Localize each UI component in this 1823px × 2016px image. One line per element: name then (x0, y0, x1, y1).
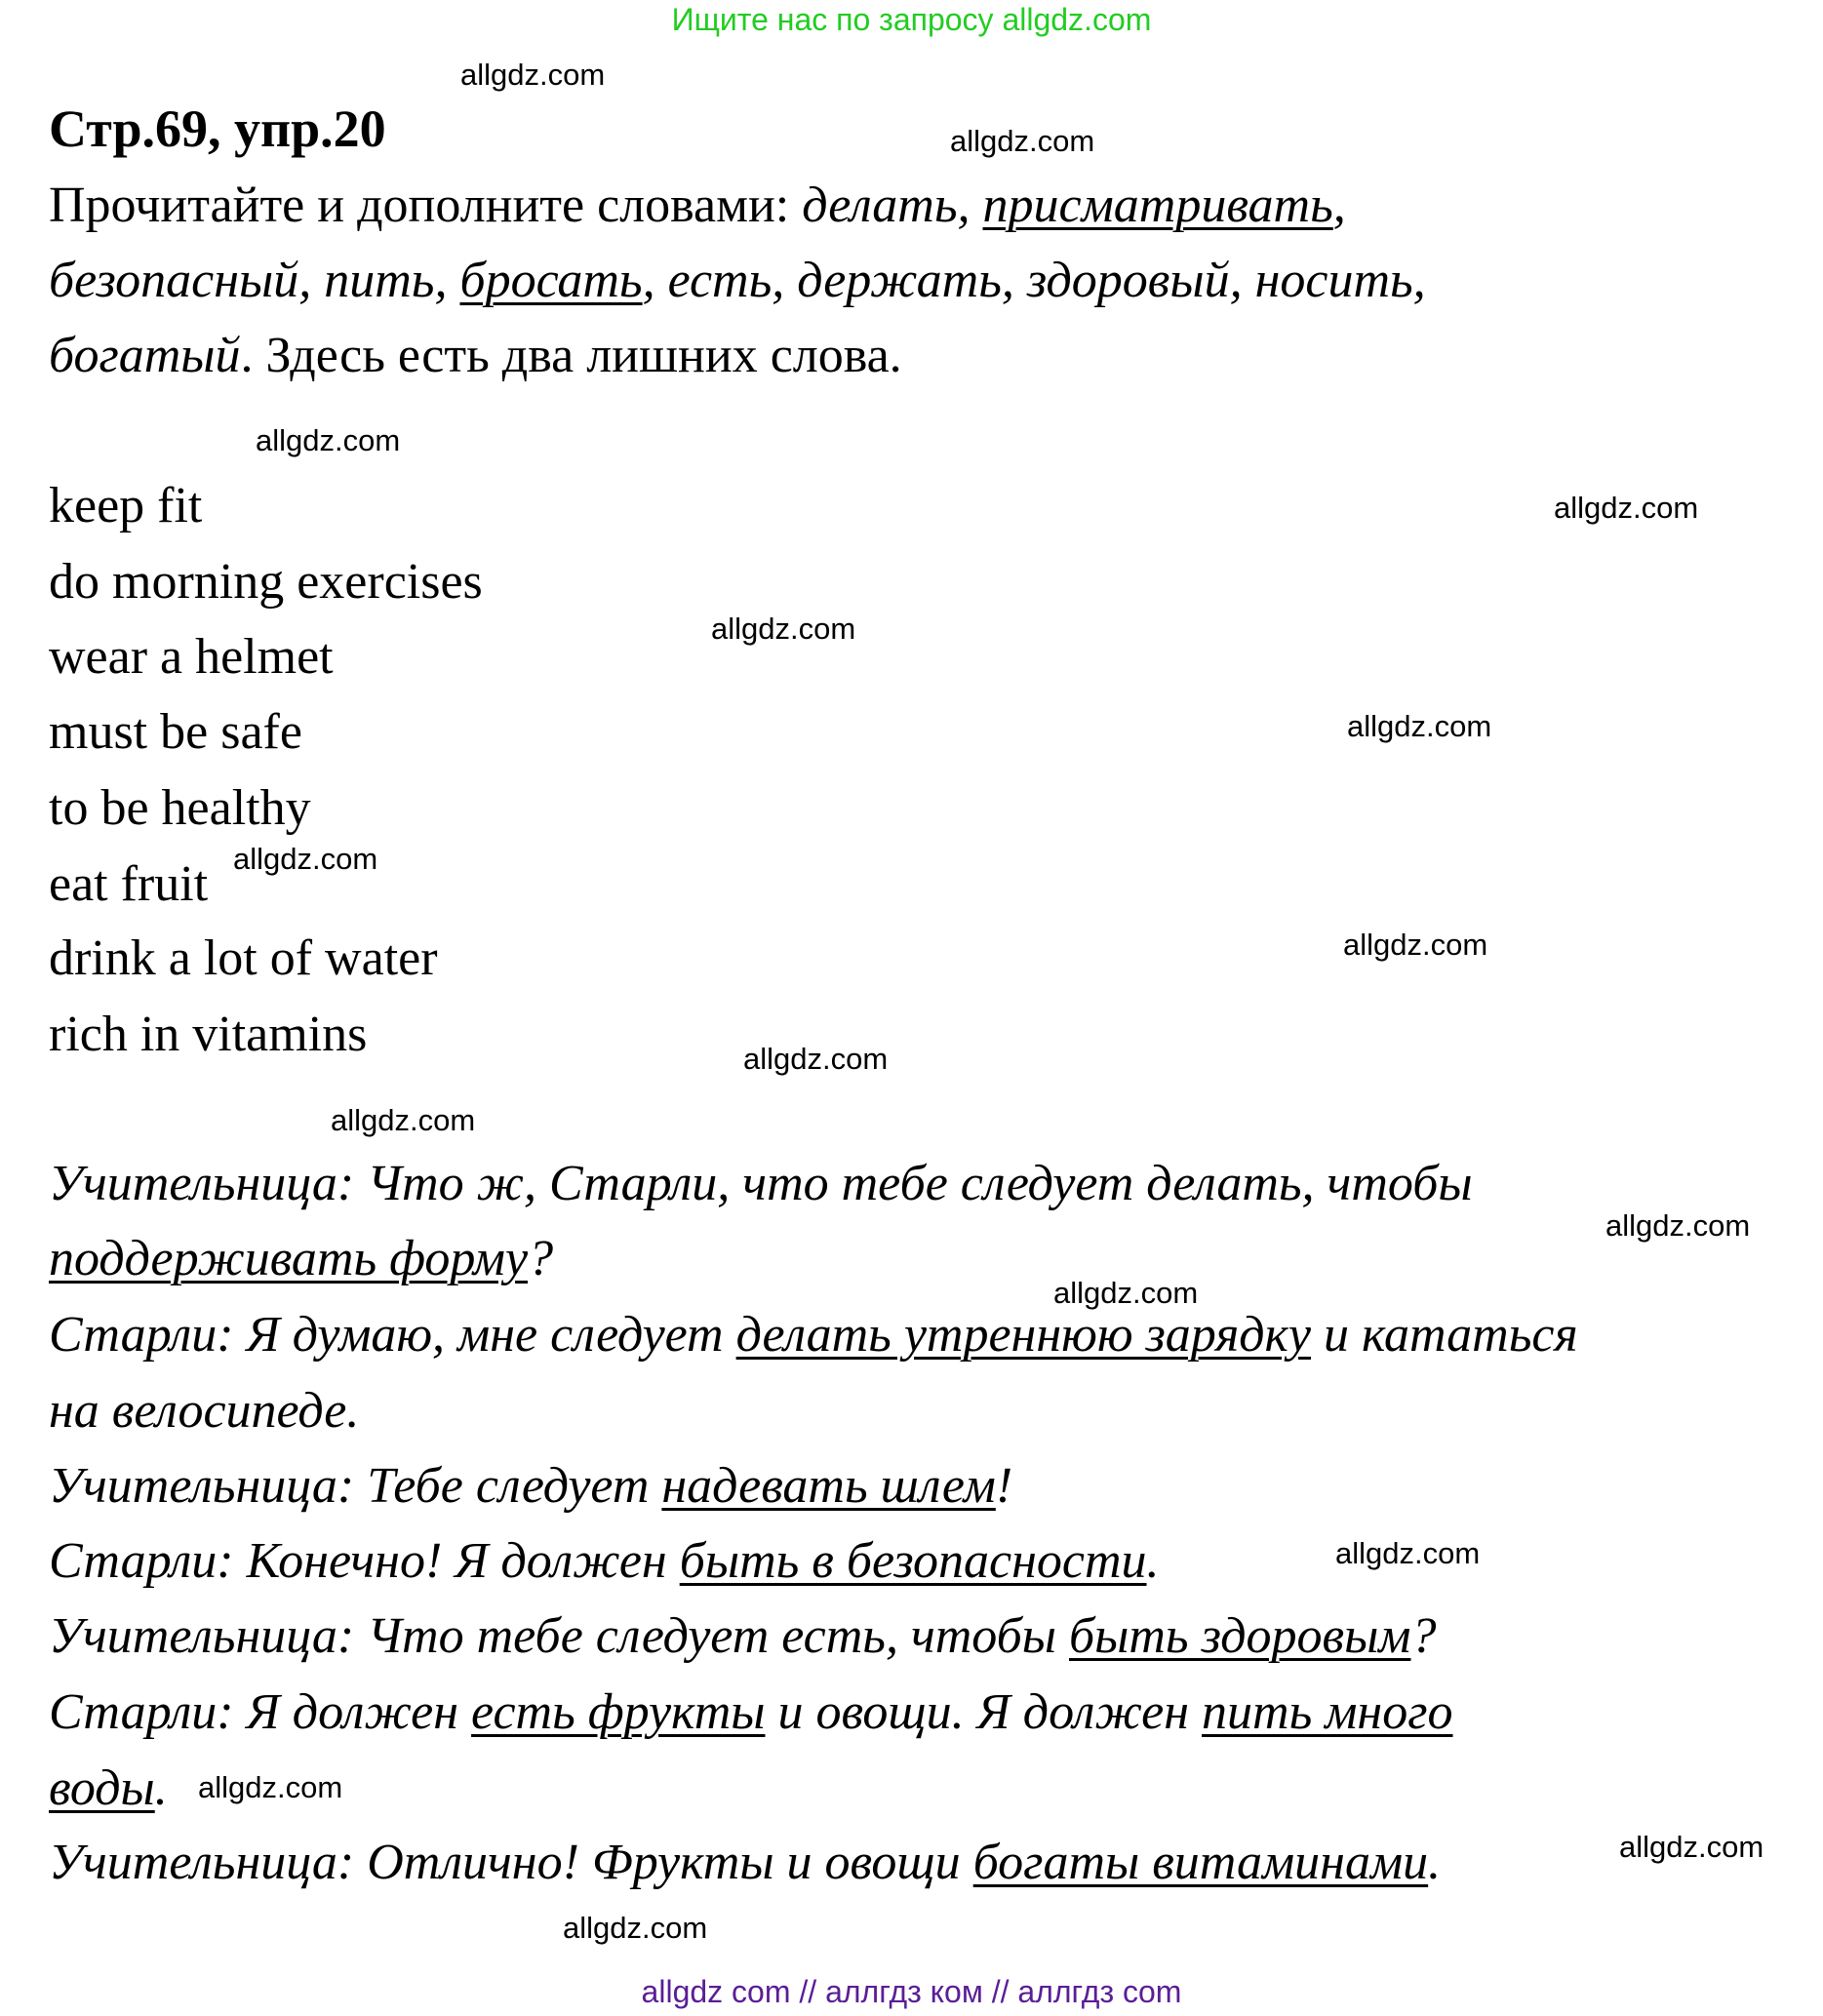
watermark: allgdz.com (950, 124, 1095, 158)
dialogue-line (49, 1225, 553, 1293)
english-phrase: eat fruit (49, 856, 209, 912)
dialogue-line (49, 1829, 1441, 1897)
text-run: ! (995, 1458, 1013, 1514)
text-run: . (1146, 1533, 1160, 1589)
text-run: богатый (49, 328, 241, 383)
text-run: . (1428, 1835, 1442, 1890)
text-run: . Здесь есть два лишних слова. (240, 328, 902, 383)
answer-word: воды (49, 1760, 155, 1816)
english-phrase: wear a helmet (49, 629, 334, 685)
dialogue-line (49, 1150, 1473, 1218)
answer-word: пить много (1202, 1684, 1453, 1740)
text-run: , есть, держать, здоровый, носить, (642, 253, 1426, 308)
dialogue-line (49, 1527, 1160, 1596)
dialogue-line (49, 1301, 1578, 1369)
english-phrase: drink a lot of water (49, 930, 438, 986)
answer-word: бросать (459, 253, 643, 308)
text-run: на велосипеде. (49, 1383, 360, 1439)
watermark: allgdz.com (743, 1042, 889, 1076)
text-run: ? (1410, 1608, 1437, 1664)
text-run: , (957, 178, 983, 233)
english-phrase: to be healthy (49, 780, 311, 836)
watermark: allgdz.com (711, 612, 856, 646)
text-run: и кататься (1310, 1307, 1578, 1363)
instruction-line (49, 172, 1346, 240)
text-run: , (1332, 178, 1346, 233)
english-phrase: must be safe (49, 704, 302, 760)
watermark: allgdz.com (256, 423, 401, 457)
answer-word: богаты витаминами (972, 1835, 1429, 1890)
dialogue-line (49, 1602, 1436, 1671)
watermark: allgdz.com (233, 842, 378, 876)
english-phrase: do morning exercises (49, 554, 483, 610)
footer-text: allgdz com // аллгдз ком // аллгдз com (641, 1974, 1182, 2009)
page-title: Стр.69, упр.20 (49, 99, 386, 158)
watermark: allgdz.com (1335, 1536, 1481, 1570)
dialogue-line (49, 1452, 1012, 1521)
text-run: . (154, 1760, 168, 1816)
text-run: делать (802, 178, 958, 233)
text-run: Учительница: Отлично! Фрукты и овощи (49, 1835, 973, 1890)
dialogue-line (49, 1679, 1453, 1747)
watermark: allgdz.com (1619, 1830, 1764, 1864)
text-run: Учительница: Что тебе следует есть, чтобы (49, 1608, 1069, 1664)
text-run: Старли: Конечно! Я должен (49, 1533, 680, 1589)
text-run: безопасный, пить, (49, 253, 460, 308)
dialogue-line (49, 1377, 359, 1445)
english-phrase: keep fit (49, 478, 203, 534)
text-run: Старли: Я должен (49, 1684, 472, 1740)
watermark: allgdz.com (563, 1911, 708, 1945)
english-phrase: rich in vitamins (49, 1007, 368, 1062)
answer-word: присматривать (982, 178, 1333, 233)
answer-word: делать утреннюю зарядку (735, 1307, 1311, 1363)
watermark: allgdz.com (1053, 1276, 1199, 1310)
text-run: ? (528, 1231, 554, 1286)
watermark: allgdz.com (1343, 928, 1488, 962)
watermark: allgdz.com (1347, 709, 1492, 743)
text-run: и овощи. Я должен (765, 1684, 1203, 1740)
watermark: allgdz.com (1554, 491, 1699, 525)
answer-word: надевать шлем (661, 1458, 996, 1514)
text-run: Учительница: Тебе следует (49, 1458, 662, 1514)
watermark: allgdz.com (331, 1103, 476, 1137)
watermark: allgdz.com (1605, 1208, 1751, 1243)
answer-word: быть в безопасности (679, 1533, 1147, 1589)
watermark: allgdz.com (198, 1770, 343, 1804)
text-run: Старли: Я думаю, мне следует (49, 1307, 736, 1363)
instruction-line (49, 247, 1426, 315)
answer-word: поддерживать форму (49, 1231, 529, 1286)
answer-word: есть фрукты (471, 1684, 766, 1740)
dialogue-line (49, 1755, 168, 1823)
watermark: allgdz.com (460, 58, 606, 92)
instruction-line (49, 322, 902, 390)
search-hint-header: Ищите нас по запросу allgdz.com (671, 2, 1152, 37)
text-run: Учительница: Что ж, Старли, что тебе следует делать, чтобы (49, 1156, 1473, 1211)
text-run: Прочитайте и дополните словами: (49, 178, 803, 233)
answer-word: быть здоровым (1069, 1608, 1411, 1664)
